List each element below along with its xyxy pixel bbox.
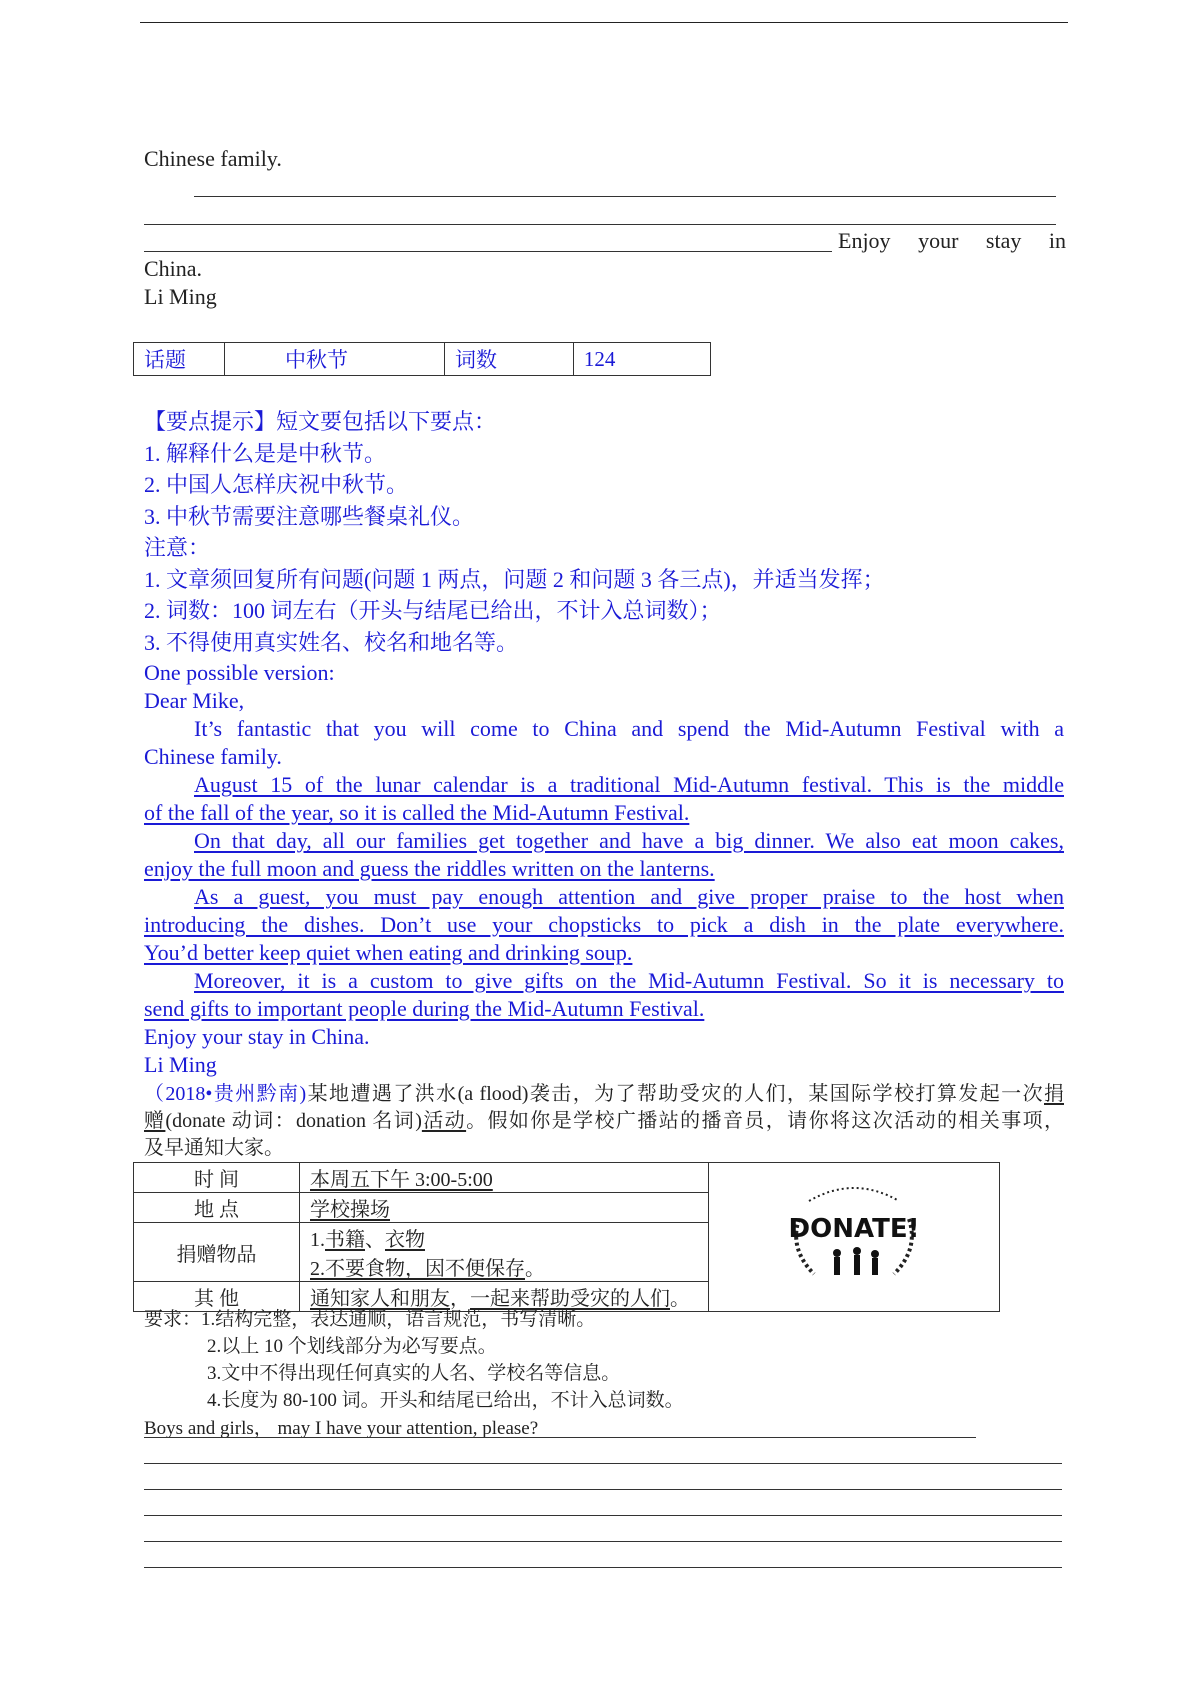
version-p4: As a guest, you must pay enough attention and give proper praise to the host when [194,884,1064,909]
other-label: 其 他 [134,1282,300,1312]
items-sep: 、 [365,1229,385,1251]
note-item: 3. 不得使用真实姓名、校名和地名等。 [144,630,519,655]
other-sep: ， [450,1288,470,1310]
items-line-1 [300,1223,709,1253]
letter1-china: China. [144,256,203,281]
requirement-item: 1.结构完整，表达通顺，语言规范，书写清晰。 [201,1309,596,1330]
header-rule [140,22,1068,23]
topic-label: 话题 [134,343,225,376]
time-value [300,1163,709,1193]
letter1-tail: Chinese family. [144,146,282,171]
requirement-item: 4.长度为 80-100 词。开头和结尾已给出，不计入总词数。 [207,1390,684,1411]
donate-image-cell [709,1163,1000,1312]
note-item: 1. 文章须回复所有问题(问题 1 两点，问题 2 和问题 3 各三点)，并适当发挥； [144,567,885,592]
donate-icon [779,1179,929,1289]
answer-line-1 [194,196,1056,197]
enjoy-word: your [918,228,959,253]
version-p1: It’s fantastic that you will come to China and spend the Mid-Autumn Festival with a [194,716,1064,741]
word-count-label: 词数 [445,343,574,376]
items-index: 1. [310,1229,325,1251]
donate-text: DONATE! [788,1214,920,1244]
place-label: 地 点 [134,1193,300,1223]
task2-intro-underlined: 捐 [1044,1083,1064,1105]
task2-intro-text: 某地遭遇了洪水(a flood)袭击，为了帮助受灾的人们，某国际学校打算发起一次 [306,1083,1044,1105]
hint-point: 1. 解释什么是是中秋节。 [144,441,387,466]
word-count-value: 124 [573,343,710,376]
version-p5-end: send gifts to important people during the Mid-Autumn Festival. [144,996,705,1021]
place-value [300,1193,709,1223]
other-notify: 通知家人和朋友 [310,1288,450,1310]
version-p3-end: enjoy the full moon and guess the riddles written on the lanterns. [144,856,715,881]
items-label: 捐赠物品 [134,1223,300,1282]
answer-line-2 [144,224,1056,225]
task2-intro-text: 。假如你是学校广播站的播音员，请你将这次活动的相关事项， [466,1110,1065,1132]
hint-point: 2. 中国人怎样庆祝中秋节。 [144,472,409,497]
hints-heading-bracket: 【要点提示】 [144,409,277,434]
enjoy-phrase [838,227,1066,255]
answer-line [144,1541,1062,1542]
requirements-label: 要求： [144,1309,202,1330]
letter1-sign: Li Ming [144,284,217,309]
version-p1-end: Chinese family. [144,744,282,769]
topic-table [133,342,711,376]
task2-intro-a [144,1080,1064,1108]
version-dear: Dear Mike, [144,688,245,713]
task2-intro-underlined: 赠 [144,1110,166,1132]
version-label: One possible version: [144,660,335,685]
version-sign: Li Ming [144,1052,217,1077]
answer-line [144,1567,1062,1568]
time-value-text: 本周五下午 3:00-5:00 [310,1169,493,1191]
items-end: 。 [525,1258,545,1280]
enjoy-word: Enjoy [838,228,891,253]
requirement-item: 3.文中不得出现任何真实的人名、学校名等信息。 [207,1363,621,1384]
item-clothes: 衣物 [385,1229,425,1251]
donation-table [133,1162,1000,1312]
hints-heading-text: 短文要包括以下要点： [276,409,497,434]
items-line-2 [300,1252,709,1282]
other-help: 一起来帮助受灾的人们 [470,1288,670,1310]
note-label: 注意： [144,535,211,560]
time-label: 时 间 [134,1163,300,1193]
item-books: 书籍 [325,1229,365,1251]
version-p2-end: of the fall of the year, so it is called the Mid-Autumn Festival. [144,800,690,825]
item-no-food: 2.不要食物，因不便保存 [310,1258,525,1280]
task2-intro-c: 及早通知大家。 [144,1137,284,1159]
task2-source: （2018•贵州黔南) [144,1083,307,1105]
topic-value: 中秋节 [224,343,444,376]
version-enjoy: Enjoy your stay in China. [144,1024,370,1049]
version-p3: On that day, all our families get together and have a big dinner. We also eat moon cakes, [194,828,1064,853]
other-end: 。 [670,1288,690,1310]
enjoy-word: in [1048,228,1066,253]
version-p5: Moreover, it is a custom to give gifts on the Mid-Autumn Festival. So it is necessary to [194,968,1064,993]
enjoy-word: stay [985,228,1022,253]
hints-heading [144,408,1064,436]
note-item: 2. 词数：100 词左右（开头与结尾已给出，不计入总词数）； [144,598,722,623]
version-p4-mid: introducing the dishes. Don’t use your chopsticks to pick a dish in the plate everywhere. [144,912,1064,937]
answer-line [144,1515,1062,1516]
answer-line [144,1463,1062,1464]
task2-start: Boys and girls， may I have your attention, please? [144,1418,539,1439]
version-p2: August 15 of the lunar calendar is a traditional Mid-Autumn festival. This is the middle [194,772,1064,797]
place-value-text: 学校操场 [310,1199,390,1221]
answer-line [144,1437,976,1438]
task2-intro-text: (donate 动词：donation 名词) [165,1110,422,1132]
answer-line [144,1489,1062,1490]
requirements-1 [144,1306,1064,1334]
requirement-item: 2.以上 10 个划线部分为必写要点。 [207,1336,497,1357]
version-p4-end: You’d better keep quiet when eating and drinking soup. [144,940,633,965]
task2-intro-b [144,1107,1064,1135]
task2-intro-underlined: 活动 [421,1110,467,1132]
answer-line-3 [144,251,832,252]
hint-point: 3. 中秋节需要注意哪些餐桌礼仪。 [144,504,475,529]
